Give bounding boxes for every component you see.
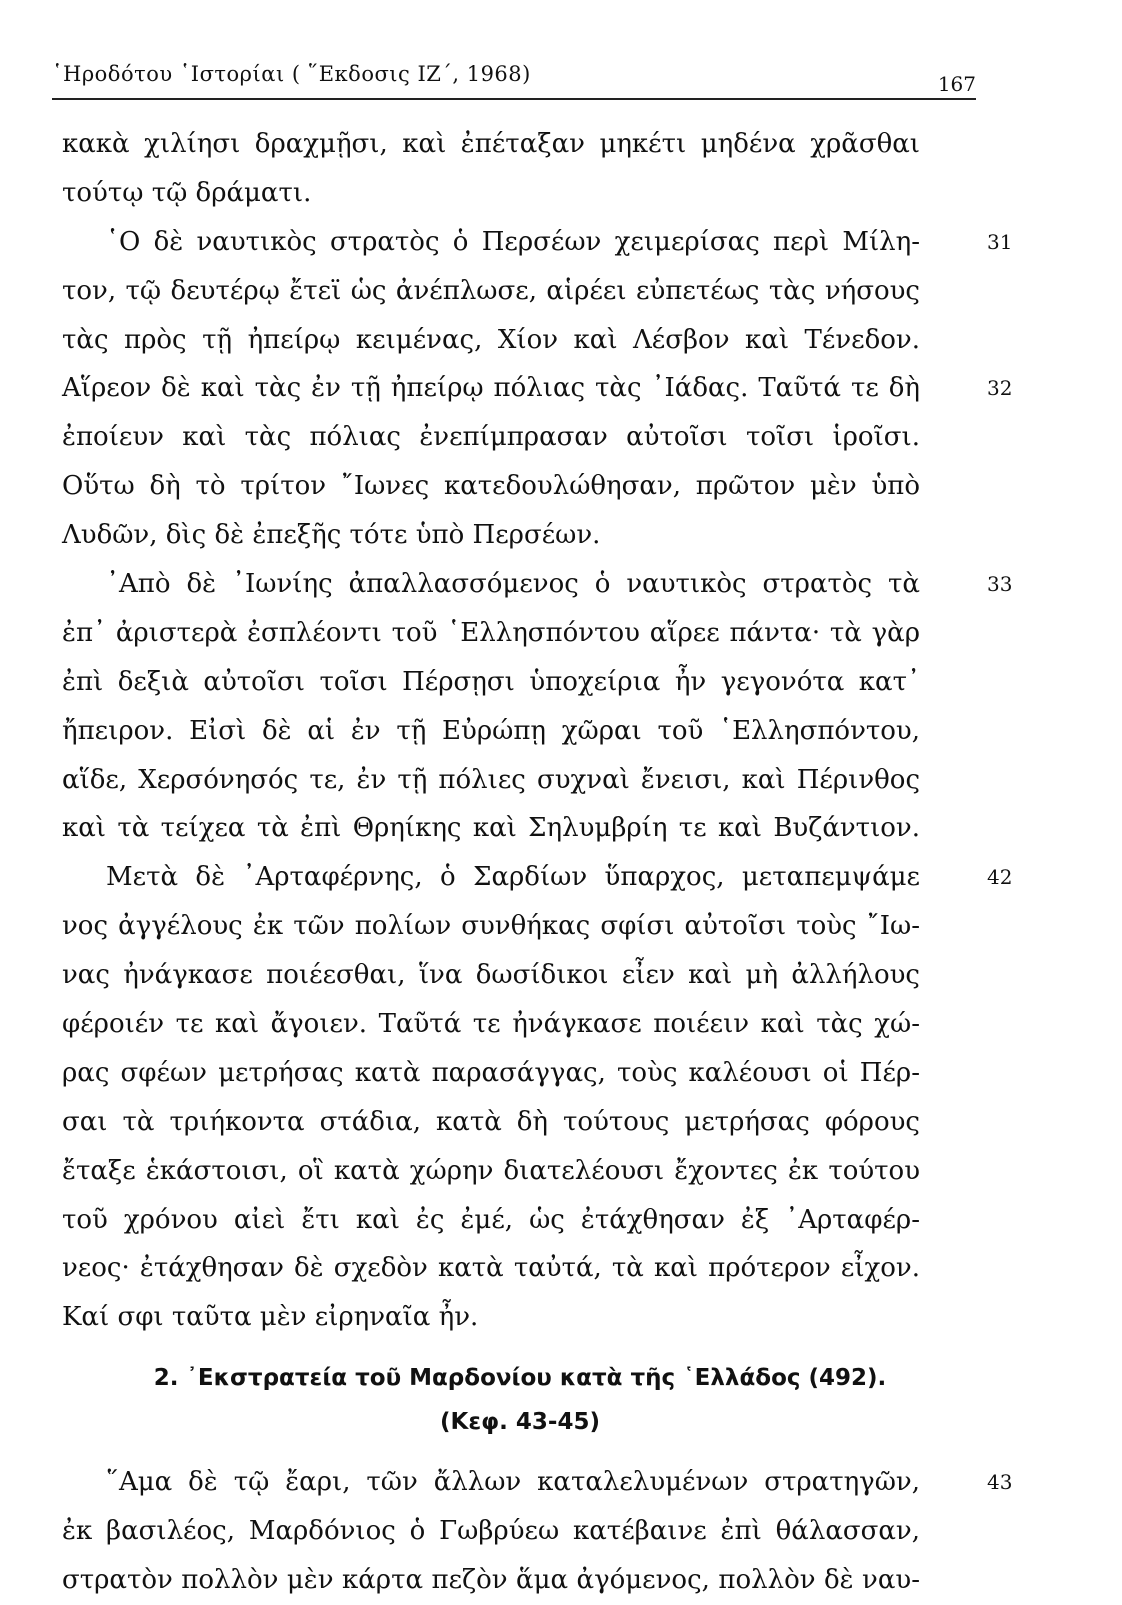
margin-chapter-number: 32	[987, 376, 1013, 401]
text-line	[62, 316, 978, 365]
line-text: ἤπειρον. Εἰσὶ δὲ αἱ ἐν τῇ Εὐρώπῃ χῶραι τοῦ ῾Ελλησπόντου,	[62, 715, 920, 746]
line-text: κακὰ χιλίησι δραχμῇσι, καὶ ἐπέταξαν μηκέτι μηδένα χρᾶσθαι	[62, 129, 920, 159]
line-text: τοῦ χρόνου αἰεὶ ἔτι καὶ ἐς ἐμέ, ὡς ἐτάχθησαν ἐξ ᾿Αρταφέρ-	[62, 1204, 920, 1235]
line-text: Καί σφι ταῦτα μὲν εἰρηναῖα ἦν.	[62, 1302, 479, 1333]
text-line	[62, 1556, 978, 1605]
text-line	[62, 267, 978, 316]
running-title: ῾Ηροδότου ῾Ιστορίαι ( ῞Εκδοσις ΙΖ΄, 1968)	[52, 62, 531, 86]
running-head	[52, 62, 976, 102]
line-text: ρας σφέων μετρήσας κατὰ παρασάγγας, τοὺς καλέουσι οἱ Πέρ-	[62, 1057, 920, 1088]
text-line	[62, 560, 1013, 609]
text-block-2	[62, 1458, 1013, 1605]
text-body	[62, 120, 1013, 1605]
text-line	[62, 902, 978, 951]
line-text: φέροιέν τε καὶ ἄγοιεν. Ταῦτά τε ἠνάγκασε ποιέειν καὶ τὰς χώ-	[62, 1009, 920, 1040]
text-line	[62, 658, 978, 707]
line-text: ᾿Απὸ δὲ ᾿Ιωνίης ἀπαλλασσόμενος ὁ ναυτικὸς στρατὸς τὰ	[106, 569, 920, 600]
section-subheading: (Κεφ. 43-45)	[440, 1409, 600, 1436]
text-line	[62, 1293, 978, 1342]
header-rule	[52, 98, 976, 100]
text-line	[62, 413, 978, 462]
text-line	[62, 511, 978, 560]
text-line	[62, 853, 1013, 902]
line-text: τὰς πρὸς τῇ ἠπείρῳ κειμένας, Χίον καὶ Λέσβον καὶ Τένεδον.	[62, 324, 920, 355]
text-line	[62, 1147, 978, 1196]
text-line	[62, 1507, 978, 1556]
line-text: Μετὰ δὲ ᾿Αρταφέρνης, ὁ Σαρδίων ὕπαρχος, μεταπεμψάμε	[106, 862, 920, 893]
text-line	[62, 609, 978, 658]
text-line	[62, 1196, 978, 1245]
text-line	[62, 707, 978, 756]
section-heading: 2. ᾿Εκστρατεία τοῦ Μαρδονίου κατὰ τῆς ῾Ελλάδος (492).	[153, 1365, 887, 1392]
text-line	[62, 951, 978, 1000]
text-line	[62, 756, 978, 805]
line-text: τούτῳ τῷ δράματι.	[62, 177, 312, 208]
text-line	[62, 804, 978, 853]
text-line	[62, 169, 978, 218]
text-line	[62, 462, 978, 511]
margin-chapter-number: 43	[987, 1470, 1013, 1495]
line-text: στρατὸν πολλὸν μὲν κάρτα πεζὸν ἅμα ἀγόμενος, πολλὸν δὲ ναυ-	[62, 1565, 920, 1596]
page-number: 167	[937, 72, 976, 96]
line-text: ἐκ βασιλέος, Μαρδόνιος ὁ Γωβρύεω κατέβαινε ἐπὶ θάλασσαν,	[62, 1516, 920, 1547]
line-text: αἵδε, Χερσόνησός τε, ἐν τῇ πόλιες συχναὶ ἔνεισι, καὶ Πέρινθος	[62, 764, 920, 795]
text-line	[62, 1000, 978, 1049]
line-text: ἐπὶ δεξιὰ αὐτοῖσι τοῖσι Πέρσῃσι ὑποχείρια ἦν γεγονότα κατ᾿	[62, 666, 920, 697]
line-text: νος ἀγγέλους ἐκ τῶν πολίων συνθήκας σφίσι αὐτοῖσι τοὺς ῎Ιω-	[62, 911, 920, 942]
line-text: ῞Αμα δὲ τῷ ἔαρι, τῶν ἄλλων καταλελυμένων στρατηγῶν,	[106, 1467, 920, 1498]
line-text: Οὕτω δὴ τὸ τρίτον ῎Ιωνες κατεδουλώθησαν, πρῶτον μὲν ὑπὸ	[62, 471, 920, 502]
line-text: καὶ τὰ τείχεα τὰ ἐπὶ Θρηίκης καὶ Σηλυμβρίη τε καὶ Βυζάντιον.	[62, 813, 920, 844]
line-text: ἐπ᾿ ἀριστερὰ ἐσπλέοντι τοῦ ῾Ελλησπόντου αἵρεε πάντα· τὰ γὰρ	[62, 617, 920, 648]
text-line	[62, 120, 978, 169]
line-text: νας ἠνάγκασε ποιέεσθαι, ἵνα δωσίδικοι εἶεν καὶ μὴ ἀλλήλους	[62, 960, 920, 991]
text-line	[62, 364, 1013, 413]
text-line	[62, 1244, 978, 1293]
line-text: ἔταξε ἑκάστοισι, οἳ κατὰ χώρην διατελέουσι ἔχοντες ἐκ τούτου	[62, 1155, 920, 1186]
line-text: ἐποίευν καὶ τὰς πόλιας ἐνεπίμπρασαν αὐτοῖσι τοῖσι ἱροῖσι.	[62, 422, 920, 453]
margin-chapter-number: 33	[987, 572, 1013, 597]
line-text: Αἵρεον δὲ καὶ τὰς ἐν τῇ ἠπείρῳ πόλιας τὰς ᾿Ιάδας. Ταῦτά τε δὴ	[62, 373, 920, 404]
text-block-1	[62, 120, 1013, 1342]
text-line	[62, 1049, 978, 1098]
line-text: Λυδῶν, δὶς δὲ ἐπεξῆς τότε ὑπὸ Περσέων.	[62, 520, 601, 551]
text-line	[62, 218, 1013, 267]
line-text: τον, τῷ δευτέρῳ ἔτεϊ ὡς ἀνέπλωσε, αἱρέει εὐπετέως τὰς νήσους	[62, 275, 920, 306]
line-text: ῾Ο δὲ ναυτικὸς στρατὸς ὁ Περσέων χειμερίσας περὶ Μίλη-	[106, 226, 920, 257]
text-line	[62, 1098, 978, 1147]
margin-chapter-number: 31	[987, 229, 1013, 254]
margin-chapter-number: 42	[987, 865, 1013, 890]
line-text: σαι τὰ τριήκοντα στάδια, κατὰ δὴ τούτους μετρήσας φόρους	[62, 1106, 920, 1137]
line-text: νεος· ἐτάχθησαν δὲ σχεδὸν κατὰ ταὐτά, τὰ καὶ πρότερον εἶχον.	[62, 1253, 920, 1284]
